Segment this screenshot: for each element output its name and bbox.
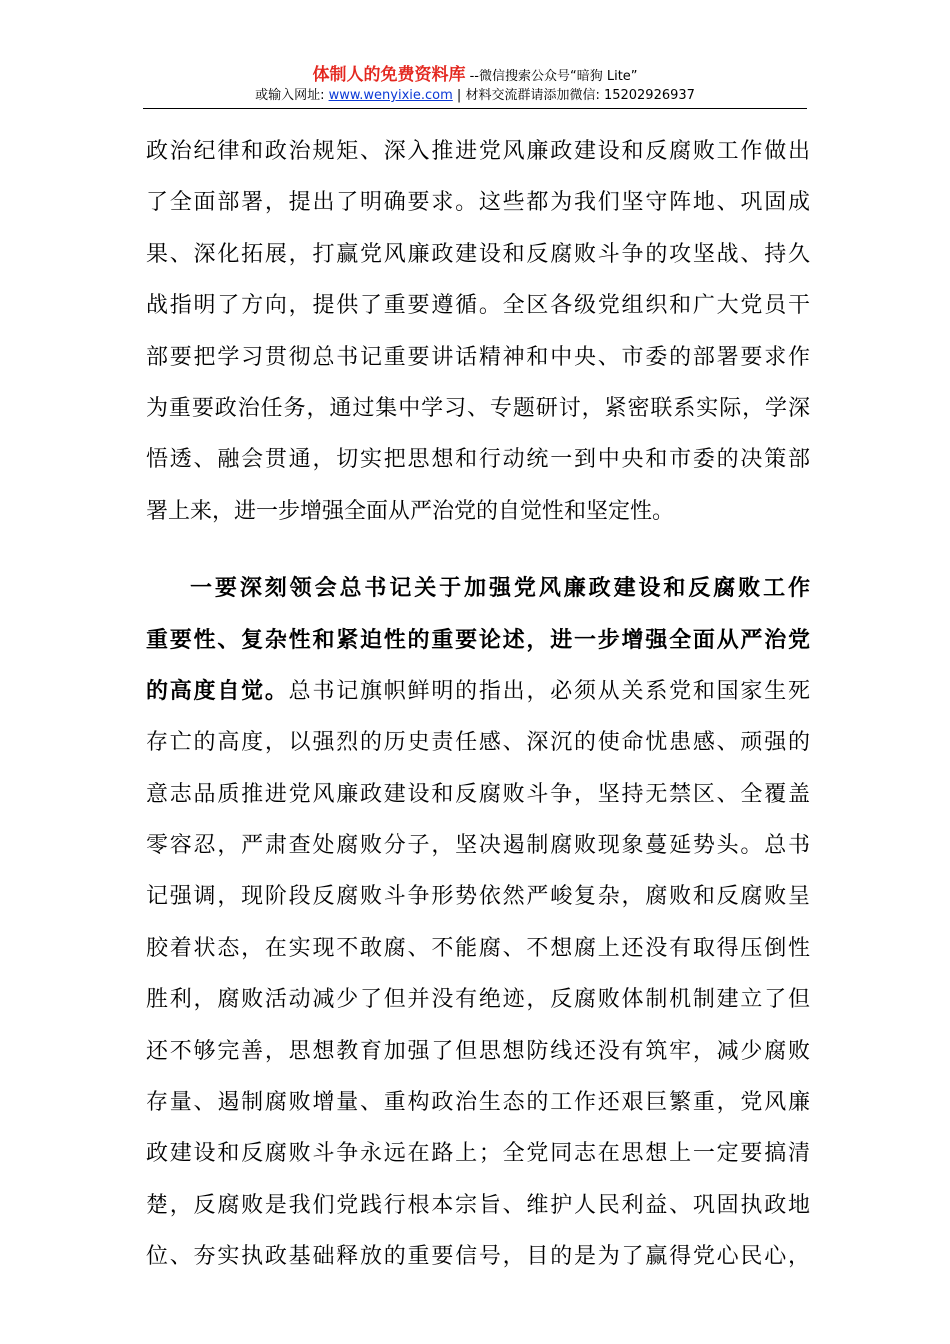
- text-line: 零容忍，严肃查处腐败分子，坚决遏制腐败现象蔓延势头。总书: [146, 833, 810, 859]
- text-line: 为重要政治任务，通过集中学习、专题研讨，紧密联系实际，学深: [146, 395, 810, 421]
- document-body: [146, 126, 810, 1283]
- header-divider: [143, 108, 807, 109]
- header-contact-line: [0, 86, 950, 106]
- text-line: 署上来，进一步增强全面从严治党的自觉性和坚定性。: [146, 498, 675, 524]
- paragraph-1: [146, 126, 810, 537]
- paragraph-2: [146, 563, 810, 1282]
- text-line: 胶着状态，在实现不敢腐、不能腐、不想腐上还没有取得压倒性: [146, 935, 810, 961]
- heading-line: 重要性、复杂性和紧迫性的重要论述，进一步增强全面从严治党: [146, 626, 810, 653]
- header-website-link[interactable]: www.wenyixie.com: [328, 88, 453, 103]
- header-brand: 体制人的免费资料库: [312, 65, 466, 85]
- text-line: 部要把学习贯彻总书记重要讲话精神和中央、市委的部署要求作: [146, 344, 810, 370]
- paragraph-gap: [146, 537, 810, 563]
- text-line: 存量、遏制腐败增量、重构政治生态的工作还艰巨繁重，党风廉: [146, 1090, 810, 1116]
- header-wechat-info: | 材料交流群请添加微信: 15202926937: [452, 88, 695, 103]
- text-line: 政建设和反腐败斗争永远在路上；全党同志在思想上一定要搞清: [146, 1141, 810, 1167]
- header-tagline: --微信搜索公众号“暗狗 Lite”: [465, 69, 638, 84]
- text-line: 战指明了方向，提供了重要遵循。全区各级党组织和广大党员干: [146, 293, 810, 319]
- text-line: 还不够完善，思想教育加强了但思想防线还没有筑牢，减少腐败: [146, 1038, 810, 1064]
- text-run: 总书记旗帜鲜明的指出，必须从关系党和国家生死: [288, 678, 810, 704]
- text-line: 记强调，现阶段反腐败斗争形势依然严峻复杂，腐败和反腐败呈: [146, 884, 810, 910]
- header-url-prefix: 或输入网址:: [255, 88, 329, 103]
- text-line: 意志品质推进党风廉政建设和反腐败斗争，坚持无禁区、全覆盖: [146, 781, 810, 807]
- text-line: 楚，反腐败是我们党践行根本宗旨、维护人民利益、巩固执政地: [146, 1192, 810, 1218]
- page-header: [0, 64, 950, 106]
- heading-line: 一要深刻领会总书记关于加强党风廉政建设和反腐败工作: [190, 575, 810, 602]
- text-line: 位、夯实执政基础释放的重要信号，目的是为了赢得党心民心，: [146, 1244, 810, 1270]
- text-line: 政治纪律和政治规矩、深入推进党风廉政建设和反腐败工作做出: [146, 139, 810, 164]
- text-line: 了全面部署，提出了明确要求。这些都为我们坚守阵地、巩固成: [146, 190, 810, 216]
- mixed-line: [146, 666, 810, 717]
- text-line: 果、深化拓展，打赢党风廉政建设和反腐败斗争的攻坚战、持久: [146, 241, 810, 267]
- header-title-line: [0, 64, 950, 86]
- text-line: 存亡的高度，以强烈的历史责任感、深沉的使命忧患感、顽强的: [146, 730, 810, 756]
- text-line: 胜利，腐败活动减少了但并没有绝迹，反腐败体制机制建立了但: [146, 987, 810, 1013]
- text-line: 悟透、融会贯通，切实把思想和行动统一到中央和市委的决策部: [146, 447, 810, 473]
- heading-tail: 的高度自觉。: [146, 677, 289, 704]
